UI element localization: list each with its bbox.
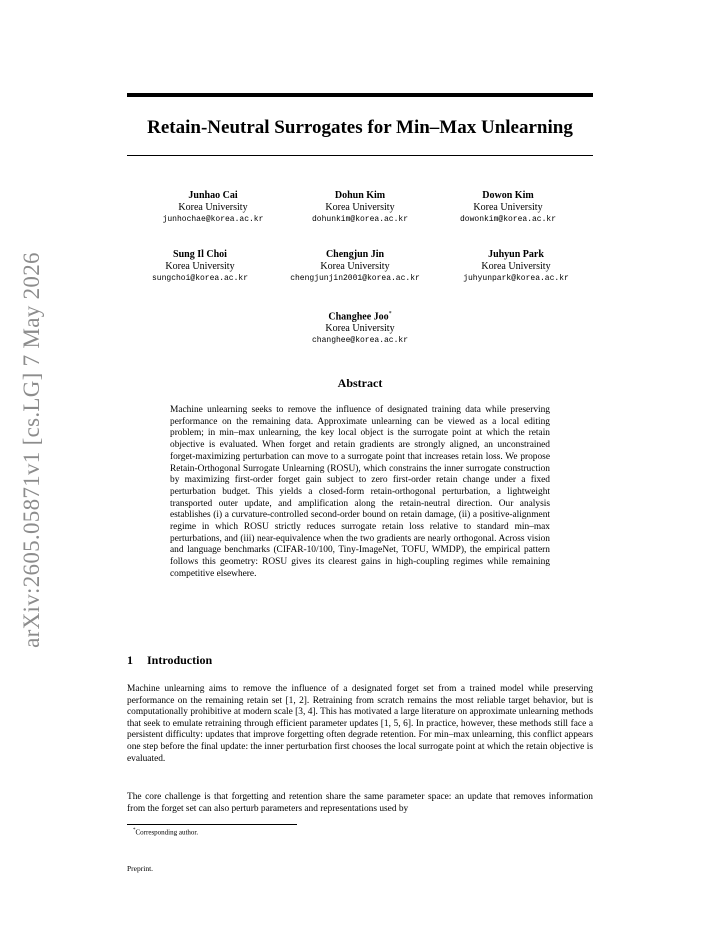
author-email[interactable]: chengjunjin2001@korea.ac.kr	[290, 274, 420, 283]
author-block	[433, 190, 583, 226]
author-affiliation: Korea University	[325, 323, 395, 335]
footnote	[133, 828, 198, 836]
footnote-text: Corresponding author.	[135, 828, 199, 837]
footnote-rule	[127, 824, 297, 825]
author-block	[270, 249, 440, 285]
author-name: Dowon Kim	[482, 190, 534, 201]
author-email[interactable]: junhochae@korea.ac.kr	[162, 215, 264, 224]
corresponding-author-mark: *	[388, 311, 392, 317]
preprint-label: Preprint.	[127, 864, 154, 873]
arxiv-identifier-text: arXiv:2605.05871v1 [cs.LG] 7 May 2026	[19, 252, 44, 648]
author-email[interactable]: juhyunpark@korea.ac.kr	[463, 274, 569, 283]
author-email[interactable]: dowonkim@korea.ac.kr	[459, 215, 556, 224]
author-email[interactable]: sungchoi@korea.ac.kr	[151, 274, 248, 283]
paper-title: Retain-Neutral Surrogates for Min–Max Unlearning	[147, 117, 573, 138]
author-block	[441, 249, 591, 285]
title-bottom-rule	[127, 155, 593, 156]
author-affiliation: Korea University	[473, 202, 543, 213]
author-affiliation: Korea University	[320, 261, 390, 272]
author-block	[283, 308, 437, 347]
author-affiliation: Korea University	[481, 261, 551, 272]
author-name: Chengjun Jin	[325, 249, 385, 260]
body-paragraph: Machine unlearning aims to remove the influence of a designated forget set from a trained model while preserving performance on the remaining retain set [1, 2]. Retraining from scratch remains the most reliable target behavior, but is computationally prohibitive at modern scale [3, 4]. This has motivated a large literature on approximate unlearning methods that seek to emulate retraining through efficient parameter updates [1, 5, 6]. In practice, however, these methods still face a persistent difficulty: updates that improve forgetting often degrade retention. For min–max unlearning, this conflict appears one step before the final update: the inner perturbation first chooses the local surrogate point at which the retain objective is evaluated.	[127, 684, 593, 764]
author-block	[128, 249, 272, 285]
author-email[interactable]: changhee@korea.ac.kr	[311, 336, 408, 346]
author-name: Sung Il Choi	[173, 249, 227, 260]
section-number: 1	[127, 653, 133, 667]
author-email[interactable]: dohunkim@korea.ac.kr	[311, 215, 408, 224]
author-affiliation: Korea University	[178, 202, 248, 213]
abstract-text: Machine unlearning seeks to remove the influence of designated training data while preserving performance on the remaining data. Approximate unlearning can be viewed as a local editing problem; in min–max unlearning, the key local object is the surrogate point at which the retain objective is evaluated. When forget and retain gradients are strongly aligned, an unconstrained forget-maximizing perturbation can move to a surrogate point that increases retain loss. We propose Retain-Orthogonal Surrogate Unlearning (ROSU), which constrains the inner surrogate construction by maximizing first-order forget gain subject to zero first-order retain change under a fixed perturbation budget. This yields a closed-form retain-orthogonal perturbation, a lightweight transported outer update, and amplification along the retain-neutral direction. Our analysis establishes (i) a curvature-controlled second-order bound on retain damage, (ii) a positive-alignment regime in which ROSU strictly reduces surrogate retain loss relative to standard min–max perturbations, and (iii) near-equivalence when the two gradients are nearly orthogonal. Across vision and language benchmarks (CIFAR-10/100, Tiny-ImageNet, TOFU, WMDP), the empirical pattern follows this geometry: ROSU gives its clearest gains in high-coupling regimes while remaining competitive elsewhere.	[170, 405, 550, 579]
author-affiliation: Korea University	[165, 261, 235, 272]
title-top-rule	[127, 93, 593, 97]
author-affiliation: Korea University	[325, 202, 395, 213]
author-name	[283, 308, 437, 323]
author-name-text: Changhee Joo	[328, 311, 389, 323]
author-block	[138, 190, 288, 226]
arxiv-identifier	[12, 252, 52, 648]
footnote-mark: *	[133, 828, 136, 833]
section-heading	[127, 653, 212, 668]
author-block	[283, 190, 437, 226]
section-title: Introduction	[147, 653, 213, 667]
author-name: Dohun Kim	[334, 190, 386, 201]
abstract-heading: Abstract	[337, 376, 383, 390]
author-name: Junhao Cai	[188, 190, 238, 201]
body-paragraph: The core challenge is that forgetting and retention share the same parameter space: an update that removes information from the forget set can also perturb parameters and representations used by	[127, 792, 593, 814]
author-name: Juhyun Park	[488, 249, 544, 260]
